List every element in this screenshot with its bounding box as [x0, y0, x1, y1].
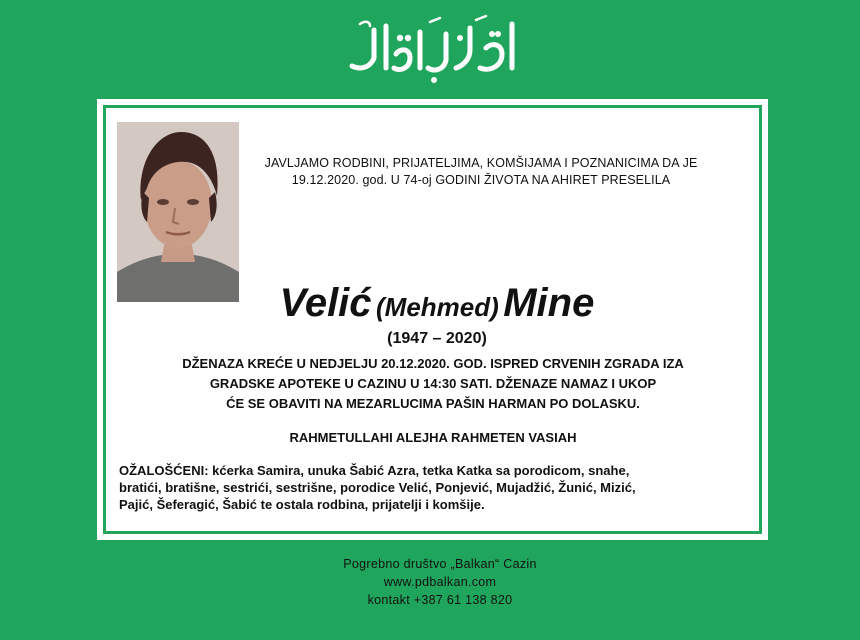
- funeral-home-contact: kontakt +387 61 138 820: [367, 593, 513, 607]
- funeral-home-footer: [0, 555, 860, 609]
- portrait-photo-icon: [117, 122, 239, 302]
- calligraphy-ornament: [330, 8, 530, 88]
- calligraphy-heading: [0, 8, 860, 96]
- mourners-line-1: OŽALOŠĆENI: kćerka Samira, unuka Šabić Azra, tetka Katka sa porodicom, snahe,: [119, 463, 630, 478]
- intro-line-2: 19.12.2020. god. U 74-oj GODINI ŽIVOTA NA AHIRET PRESELILA: [291, 173, 671, 187]
- intro-line-1: JAVLJAMO RODBINI, PRIJATELJIMA, KOMŠIJAMA I POZNANICIMA DA JE: [264, 156, 698, 170]
- funeral-line-2: GRADSKE APOTEKE U CAZINU U 14:30 SATI. DŽENAZE NAMAZ I UKOP: [209, 376, 657, 391]
- funeral-home-website: www.pdbalkan.com: [383, 575, 497, 589]
- funeral-line-3: ĆE SE OBAVITI NA MEZARLUCIMA PAŠIN HARMAN PO DOLASKU.: [226, 396, 640, 411]
- mourners-list: [119, 462, 759, 513]
- deceased-father-name: (Mehmed): [376, 292, 499, 322]
- mourners-line-2: bratići, bratišne, sestrići, sestrišne, porodice Velić, Ponjević, Mujadžić, Žunić, Mizić,: [119, 480, 636, 495]
- funeral-home-name: Pogrebno društvo „Balkan“ Cazin: [343, 557, 537, 571]
- announcement-intro: [243, 155, 719, 189]
- funeral-line-1: DŽENAZA KREĆE U NEDJELJU 20.12.2020. GOD. ISPRED CRVENIH ZGRADA IZA: [182, 356, 684, 371]
- deceased-name: [230, 281, 644, 326]
- funeral-details: [120, 354, 746, 414]
- mourners-line-3: Pajić, Šeferagić, Šabić te ostala rodbina, prijatelji i komšije.: [119, 497, 485, 512]
- deceased-first-name: Mine: [503, 281, 595, 325]
- deceased-surname: Velić: [279, 281, 372, 325]
- life-years: (1947 – 2020): [387, 330, 487, 347]
- portrait-photo: [117, 122, 239, 302]
- prayer-line: RAHMETULLAHI ALEJHA RAHMETEN VASIAH: [289, 430, 577, 445]
